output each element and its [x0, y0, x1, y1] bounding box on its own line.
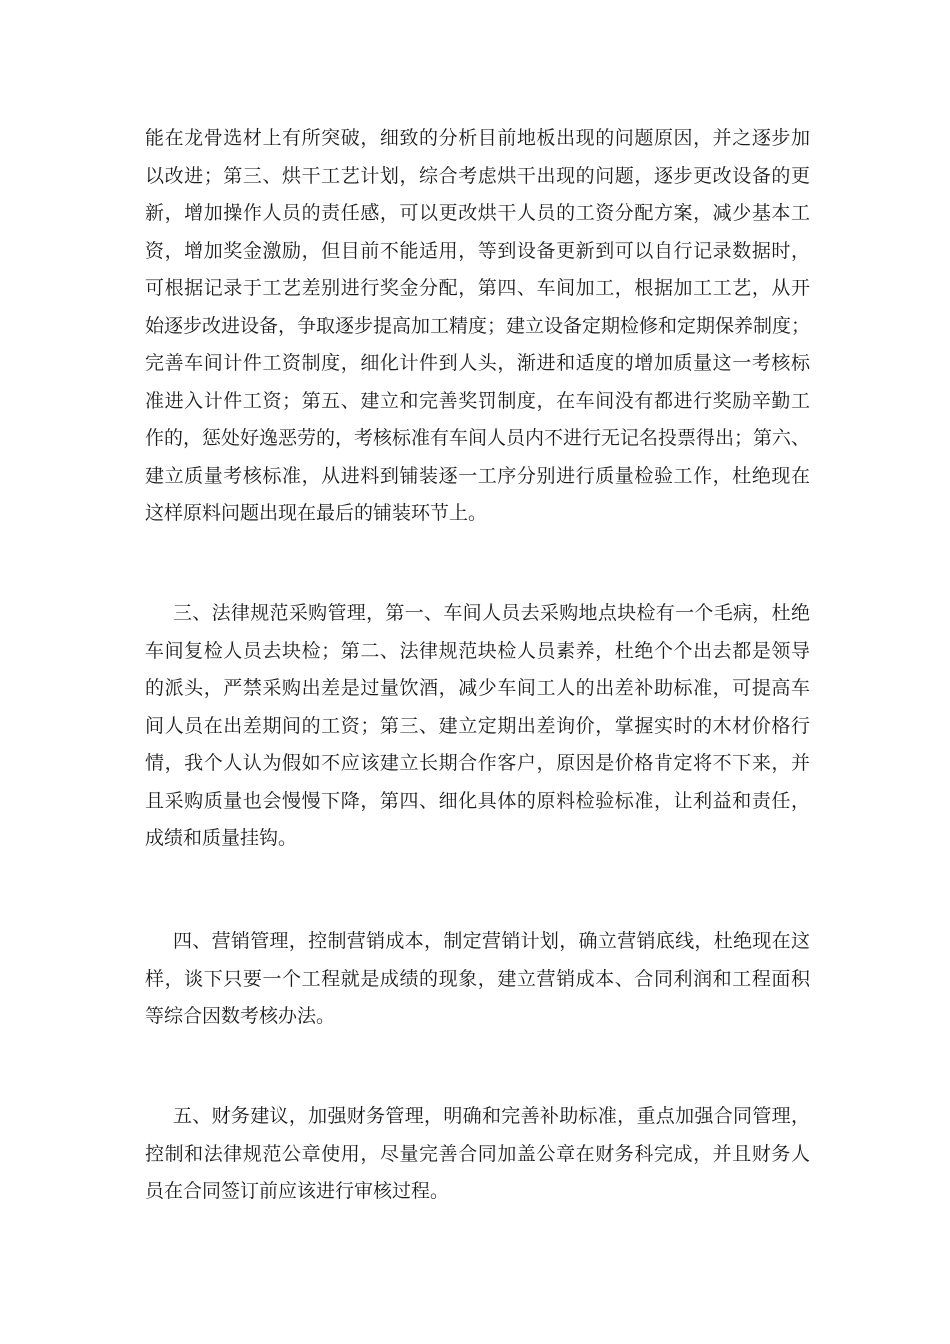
- text-line: 可根据记录于工艺差别进行奖金分配，第四、车间加工，根据加工工艺，从开: [145, 277, 810, 299]
- text-line: 始逐步改进设备，争取逐步提高加工精度；建立设备定期检修和定期保养制度；: [145, 314, 811, 337]
- text-line: 员在合同签订前应该进行审核过程。: [145, 1180, 450, 1202]
- text-line: 且采购质量也会慢慢下降，第四、细化具体的原料检验标准，让利益和责任，: [145, 789, 810, 812]
- text-line: 四、营销管理，控制营销成本，制定营销计划，确立营销底线，杜绝现在这: [173, 930, 810, 952]
- text-line: 情，我个人认为假如不应该建立长期合作客户，原因是价格肯定将不下来，并: [145, 752, 810, 774]
- text-line: 完善车间计件工资制度，细化计件到人头，渐进和适度的增加质量这一考核标: [145, 352, 810, 374]
- text-line: 能在龙骨选材上有所突破，细致的分析目前地板出现的问题原因，并之逐步加: [145, 127, 810, 149]
- paragraph-procurement: [145, 595, 810, 858]
- text-line: 作的，惩处好逸恶劳的，考核标准有车间人员内不进行无记名投票得出；第六、: [145, 427, 811, 449]
- text-line: 车间复检人员去块检；第二、法律规范块检人员素养，杜绝个个出去都是领导: [145, 639, 810, 662]
- paragraph-finance: [145, 1098, 810, 1211]
- text-line: 成绩和质量挂钩。: [145, 827, 298, 849]
- text-line: 资，增加奖金激励，但目前不能适用，等到设备更新到可以自行记录数据时，: [145, 239, 810, 262]
- text-line: 五、财务建议，加强财务管理，明确和完善补助标准，重点加强合同管理，: [173, 1105, 810, 1127]
- text-line: 的派头，严禁采购出差是过量饮酒，减少车间工人的出差补助标准，可提高车: [145, 677, 810, 699]
- text-line: 样，谈下只要一个工程就是成绩的现象，建立营销成本、合同利润和工程面积: [145, 967, 810, 990]
- text-line: 以改进；第三、烘干工艺计划，综合考虑烘干出现的问题，逐步更改设备的更: [145, 164, 810, 187]
- text-line: 三、法律规范采购管理，第一、车间人员去采购地点块检有一个毛病，杜绝: [173, 602, 810, 624]
- paragraph-continued: [145, 120, 810, 533]
- text-line: 建立质量考核标准，从进料到铺装逐一工序分别进行质量检验工作，杜绝现在: [145, 464, 810, 487]
- text-line: 准进入计件工资；第五、建立和完善奖罚制度，在车间没有都进行奖励辛勤工: [145, 389, 810, 412]
- text-line: 新，增加操作人员的责任感，可以更改烘干人员的工资分配方案，减少基本工: [145, 202, 810, 224]
- text-line: 间人员在出差期间的工资；第三、建立定期出差询价，掌握实时的木材价格行: [145, 714, 810, 737]
- text-line: 等综合因数考核办法。: [145, 1005, 336, 1027]
- text-line: 这样原料问题出现在最后的铺装环节上。: [145, 502, 488, 524]
- paragraph-marketing: [145, 923, 810, 1036]
- text-line: 控制和法律规范公章使用，尽量完善合同加盖公章在财务科完成，并且财务人: [145, 1142, 810, 1165]
